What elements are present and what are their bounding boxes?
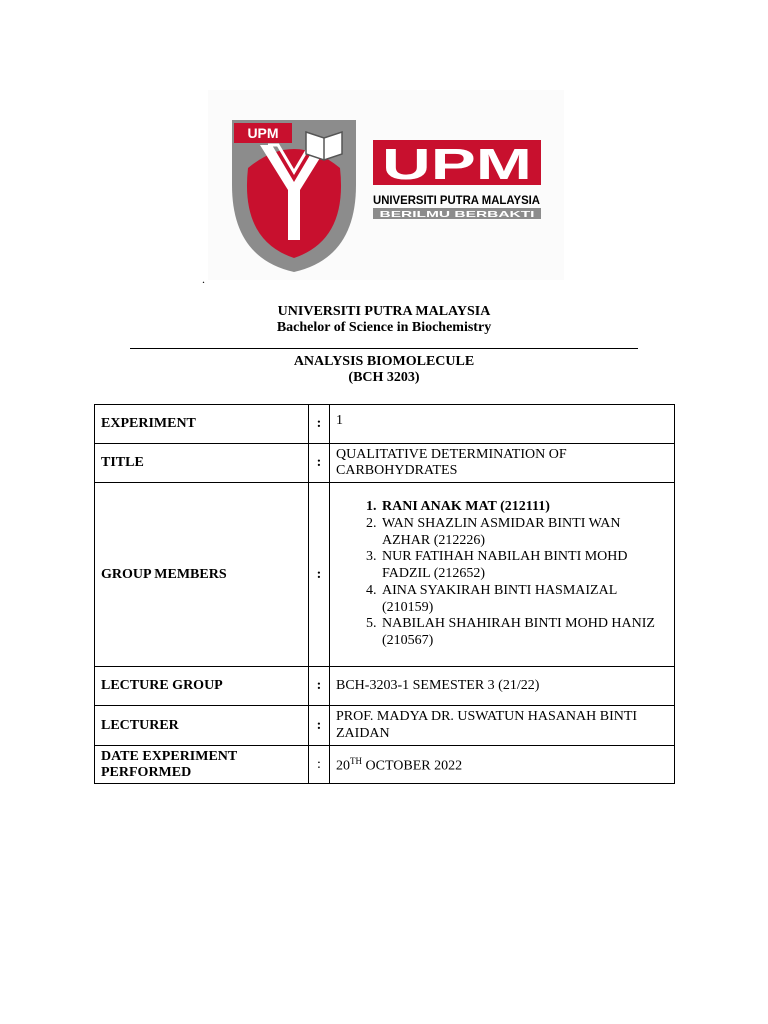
list-item: 1. RANI ANAK MAT (212111) xyxy=(380,499,668,516)
wordmark-text: UPM xyxy=(382,140,532,189)
lecture-group-separator: : xyxy=(309,667,330,706)
divider-rule xyxy=(130,348,638,349)
table-row-lecture-group xyxy=(95,667,675,706)
logo-university-text: UNIVERSITI PUTRA MALAYSIA xyxy=(373,195,540,207)
course-name-heading: ANALYSIS BIOMOLECULE xyxy=(293,354,475,369)
title-separator: : xyxy=(309,444,330,483)
table-row-lecturer xyxy=(95,706,675,746)
shield-text: UPM xyxy=(247,125,279,141)
group-members-value xyxy=(330,483,675,667)
cover-info-table xyxy=(94,404,675,784)
lecture-group-value: BCH-3203-1 SEMESTER 3 (21/22) xyxy=(330,667,675,706)
list-item: 4. AINA SYAKIRAH BINTI HASMAIZAL (210159) xyxy=(380,583,668,616)
course-code-heading: (BCH 3203) xyxy=(348,370,420,385)
lecturer-separator: : xyxy=(309,706,330,746)
title-value: QUALITATIVE DETERMINATION OF CARBOHYDRATES xyxy=(330,444,675,483)
experiment-label: EXPERIMENT xyxy=(95,405,309,444)
upm-logo-graphic xyxy=(208,90,564,280)
title-label: TITLE xyxy=(95,444,309,483)
list-item: 2. WAN SHAZLIN ASMIDAR BINTI WAN AZHAR (212226) xyxy=(380,516,668,549)
group-members-label: GROUP MEMBERS xyxy=(95,483,309,667)
upm-logo xyxy=(208,90,564,280)
date-value xyxy=(330,746,675,784)
date-separator: : xyxy=(309,746,330,784)
date-suffix: TH xyxy=(350,756,362,767)
table-row-experiment xyxy=(95,405,675,444)
experiment-value: 1 xyxy=(330,405,675,444)
table-row-group-members xyxy=(95,483,675,667)
table-row-title xyxy=(95,444,675,483)
logo-motto-text: BERILMU BERBAKTI xyxy=(379,209,535,219)
lecturer-value: PROF. MADYA DR. USWATUN HASANAH BINTI ZAIDAN xyxy=(330,706,675,746)
stray-dot: . xyxy=(202,272,205,286)
table-row-date xyxy=(95,746,675,784)
members-list xyxy=(336,499,668,649)
date-rest: OCTOBER 2022 xyxy=(362,759,463,775)
date-label: DATE EXPERIMENT PERFORMED xyxy=(95,746,309,784)
date-day: 20 xyxy=(336,759,350,775)
list-item: 3. NUR FATIHAH NABILAH BINTI MOHD FADZIL (212652) xyxy=(380,549,668,582)
group-members-separator: : xyxy=(309,483,330,667)
list-item: 5. NABILAH SHAHIRAH BINTI MOHD HANIZ (210567) xyxy=(380,616,668,649)
lecture-group-label: LECTURE GROUP xyxy=(95,667,309,706)
programme-heading: Bachelor of Science in Biochemistry xyxy=(276,320,492,335)
university-heading: UNIVERSITI PUTRA MALAYSIA xyxy=(277,304,491,319)
lecturer-label: LECTURER xyxy=(95,706,309,746)
experiment-separator: : xyxy=(309,405,330,444)
